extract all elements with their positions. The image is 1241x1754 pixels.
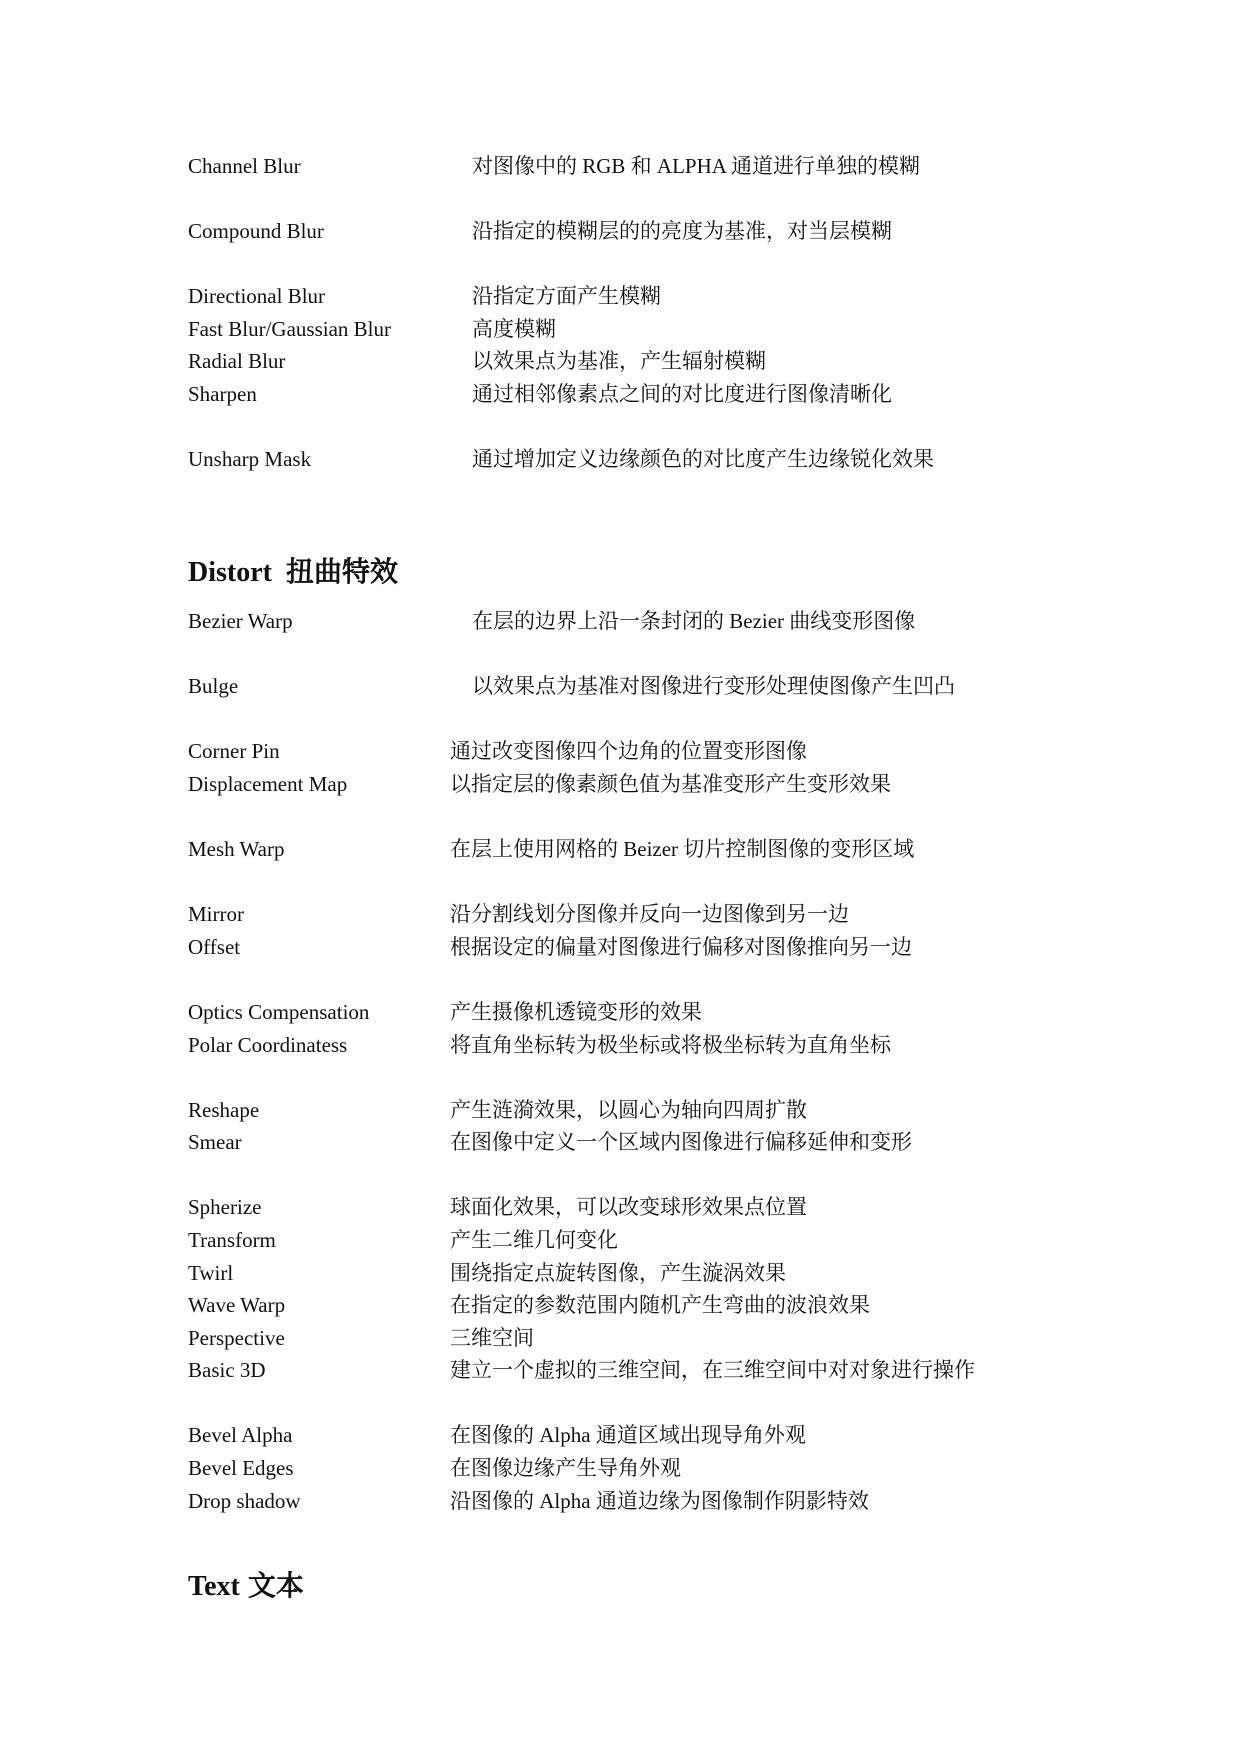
effect-description: 建立一个虚拟的三维空间，在三维空间中对对象进行操作 xyxy=(450,1358,975,1382)
effect-name: Bevel Edges xyxy=(188,1456,294,1480)
effect-name: Unsharp Mask xyxy=(188,447,312,471)
effect-description: 沿指定的模糊层的的亮度为基准，对当层模糊 xyxy=(472,219,892,243)
effect-description: 以效果点为基准，产生辐射模糊 xyxy=(472,349,766,373)
effect-name: Transform xyxy=(188,1228,276,1252)
effect-description: 在指定的参数范围内随机产生弯曲的波浪效果 xyxy=(450,1293,870,1317)
effect-description: 沿图像的 Alpha 通道边缘为图像制作阴影特效 xyxy=(450,1489,869,1513)
effect-name: Sharpen xyxy=(188,382,257,406)
effect-description: 在层的边界上沿一条封闭的 Bezier 曲线变形图像 xyxy=(472,609,916,633)
effect-name: Fast Blur/Gaussian Blur xyxy=(188,317,391,341)
effect-name: Bulge xyxy=(188,674,239,698)
section-heading-text xyxy=(188,1569,304,1605)
effect-name: Spherize xyxy=(188,1195,262,1219)
heading-en: Distort xyxy=(188,557,272,588)
effect-name: Mesh Warp xyxy=(188,837,285,861)
effect-description: 在图像的 Alpha 通道区域出现导角外观 xyxy=(450,1423,806,1447)
effect-description: 高度模糊 xyxy=(472,317,556,341)
effect-description: 以效果点为基准对图像进行变形处理使图像产生凹凸 xyxy=(472,674,955,698)
effect-description: 通过相邻像素点之间的对比度进行图像清晰化 xyxy=(472,382,892,406)
effect-name: Displacement Map xyxy=(188,772,348,796)
effect-description: 在层上使用网格的 Beizer 切片控制图像的变形区域 xyxy=(450,837,915,861)
effect-name: Smear xyxy=(188,1130,242,1154)
heading-en: Text xyxy=(188,1571,240,1602)
effect-name: Optics Compensation xyxy=(188,1000,370,1024)
effect-name: Reshape xyxy=(188,1098,260,1122)
effect-name: Bevel Alpha xyxy=(188,1423,293,1447)
effect-name: Mirror xyxy=(188,902,244,926)
effect-description: 将直角坐标转为极坐标或将极坐标转为直角坐标 xyxy=(450,1033,891,1057)
effect-description: 根据设定的偏量对图像进行偏移对图像推向另一边 xyxy=(450,935,912,959)
effect-name: Channel Blur xyxy=(188,154,301,178)
effect-name: Directional Blur xyxy=(188,284,326,308)
effect-description: 在图像边缘产生导角外观 xyxy=(450,1456,681,1480)
effect-name: Corner Pin xyxy=(188,739,280,763)
effect-name: Compound Blur xyxy=(188,219,324,243)
effect-description: 通过改变图像四个边角的位置变形图像 xyxy=(450,739,807,763)
effect-name: Drop shadow xyxy=(188,1489,301,1513)
section-heading-distort xyxy=(188,555,398,591)
effect-description: 产生摄像机透镜变形的效果 xyxy=(450,1000,702,1024)
effect-name: Polar Coordinatess xyxy=(188,1033,348,1057)
effect-description: 围绕指定点旋转图像，产生漩涡效果 xyxy=(450,1261,786,1285)
effect-description: 以指定层的像素颜色值为基准变形产生变形效果 xyxy=(450,772,891,796)
effect-description: 沿分割线划分图像并反向一边图像到另一边 xyxy=(450,902,849,926)
effect-name: Wave Warp xyxy=(188,1293,286,1317)
effect-description: 通过增加定义边缘颜色的对比度产生边缘锐化效果 xyxy=(472,447,934,471)
effect-name: Radial Blur xyxy=(188,349,286,373)
effect-description: 产生二维几何变化 xyxy=(450,1228,618,1252)
effect-name: Basic 3D xyxy=(188,1358,266,1382)
effect-name: Twirl xyxy=(188,1261,234,1285)
effect-description: 产生涟漪效果，以圆心为轴向四周扩散 xyxy=(450,1098,807,1122)
effect-description: 沿指定方面产生模糊 xyxy=(472,284,661,308)
effect-name: Perspective xyxy=(188,1326,285,1350)
effect-description: 球面化效果，可以改变球形效果点位置 xyxy=(450,1195,807,1219)
effect-description: 对图像中的 RGB 和 ALPHA 通道进行单独的模糊 xyxy=(472,154,921,178)
heading-zh: 扭曲特效 xyxy=(285,557,398,588)
effect-description: 在图像中定义一个区域内图像进行偏移延伸和变形 xyxy=(450,1130,912,1154)
effect-name: Offset xyxy=(188,935,241,959)
heading-zh: 文本 xyxy=(247,1571,304,1602)
effect-name: Bezier Warp xyxy=(188,609,293,633)
effect-description: 三维空间 xyxy=(450,1326,534,1350)
